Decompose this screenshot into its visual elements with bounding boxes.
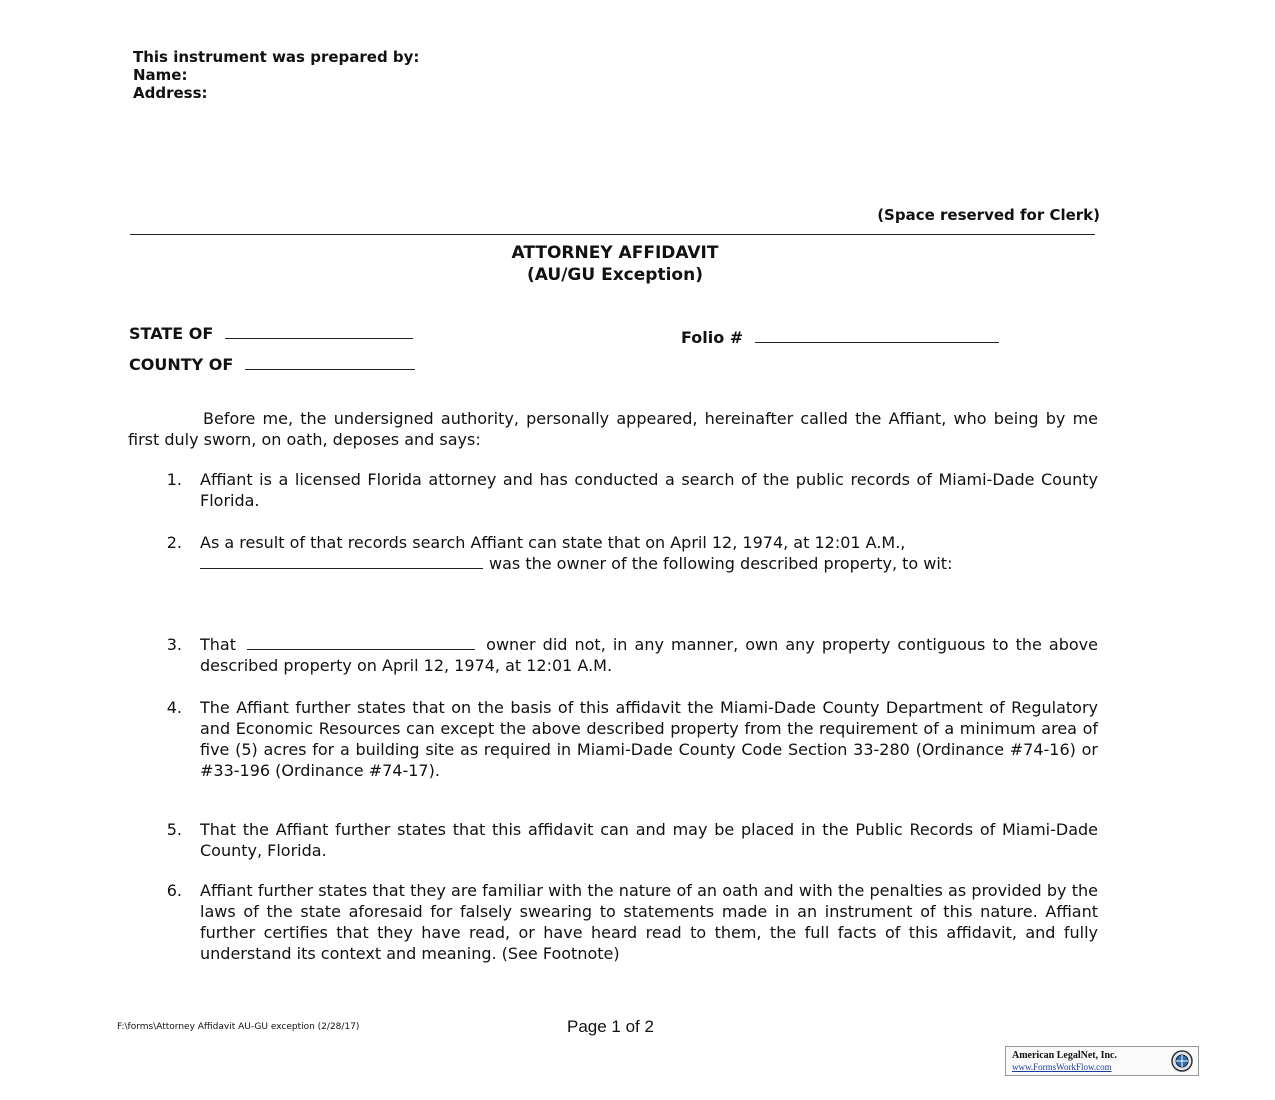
globe-icon: [1170, 1049, 1194, 1073]
folio-label: Folio #: [681, 328, 744, 347]
item-2-body: [200, 532, 1098, 574]
clerk-space-label: (Space reserved for Clerk): [877, 206, 1100, 224]
prepared-by-block: [133, 48, 419, 102]
item-6-number: 6.: [166, 881, 182, 900]
logo-url-link[interactable]: www.FormsWorkFlow.com: [1012, 1062, 1112, 1072]
item-2-line-a: As a result of that records search Affiant can state that on April 12, 1974, at 12:01 A.M.,: [200, 533, 906, 552]
logo-company-name: American LegalNet, Inc.: [1012, 1050, 1117, 1061]
state-field: [129, 324, 413, 343]
state-label: STATE OF: [129, 324, 214, 343]
item-3-text-b: owner did not, in any manner, own any property contiguous to the above described property on April 12, 1974, at 12:01 A.M.: [200, 635, 1098, 675]
folio-field: [681, 328, 999, 347]
item-5-text: That the Affiant further states that this affidavit can and may be placed in the Public Records of Miami-Dade County, Florida.: [200, 820, 1098, 860]
county-blank[interactable]: [245, 355, 415, 370]
forms-workflow-logo[interactable]: [1005, 1046, 1199, 1076]
item-3-text-a: That: [200, 635, 236, 654]
item-3-body: [200, 634, 1098, 676]
item-2-line-b-wrap: [200, 553, 1098, 574]
owner-name-blank[interactable]: [200, 554, 483, 569]
intro-paragraph: Before me, the undersigned authority, personally appeared, hereinafter called the Affiant, who being by me first duly sworn, on oath, deposes and says:: [128, 409, 1098, 449]
item-4-text: The Affiant further states that on the basis of this affidavit the Miami-Dade County Department of Regulatory and Economic Resources can except the above described property from the requirement of a minimum area of five (5) acres for a building site as required in Miami-Dade County Code Section 33-280 (Ordinance #74-16) or #33-196 (Ordinance #74-17).: [200, 698, 1098, 780]
name-label: Name:: [133, 66, 188, 84]
folio-blank[interactable]: [755, 328, 999, 343]
clerk-divider: [130, 234, 1095, 235]
document-title: ATTORNEY AFFIDAVIT: [511, 243, 719, 263]
item-5-number: 5.: [166, 820, 182, 839]
prepared-by-label: This instrument was prepared by:: [133, 48, 420, 66]
item-2-line-b: was the owner of the following described property, to wit:: [489, 554, 953, 573]
item-1-text: Affiant is a licensed Florida attorney and has conducted a search of the public records of Miami-Dade County Florida.: [200, 470, 1098, 510]
state-blank[interactable]: [225, 324, 413, 339]
page-number: Page 1 of 2: [567, 1017, 654, 1036]
item-3-number: 3.: [166, 635, 182, 654]
address-label: Address:: [133, 84, 208, 102]
item-1-number: 1.: [166, 470, 182, 489]
file-path: F:\forms\Attorney Affidavit AU-GU exception (2/28/17): [117, 1022, 360, 1032]
item-2-number: 2.: [166, 533, 182, 552]
item-6-text: Affiant further states that they are familiar with the nature of an oath and with the penalties as provided by the laws of the state aforesaid for falsely swearing to statements made in an instrument of this nature. Affiant further certifies that they have read, or have heard read to them, the full facts of this affidavit, and fully understand its context and meaning. (See Footnote): [200, 881, 1098, 963]
owner-blank[interactable]: [247, 635, 475, 650]
county-label: COUNTY OF: [129, 355, 234, 374]
county-field: [129, 355, 415, 374]
document-subtitle: (AU/GU Exception): [527, 265, 703, 285]
item-4-number: 4.: [166, 698, 182, 717]
